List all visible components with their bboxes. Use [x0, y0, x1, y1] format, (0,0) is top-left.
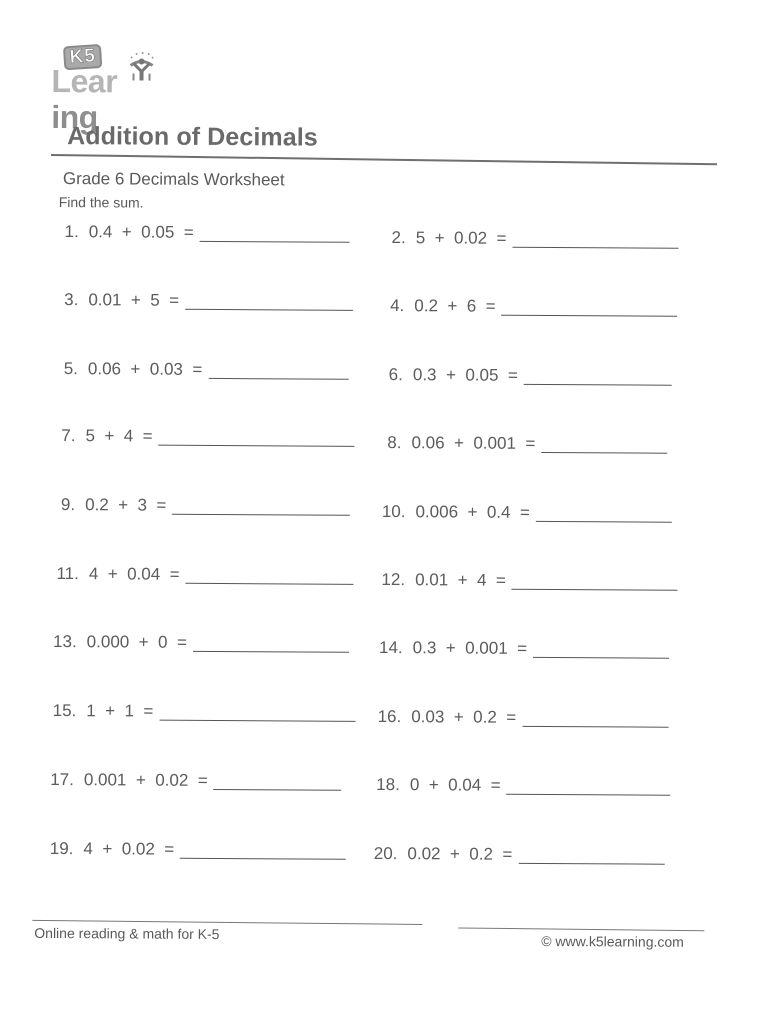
problem-expression: 0.01 + 5 = — [88, 290, 180, 310]
problem-expression: 0.2 + 6 = — [414, 296, 496, 316]
problem-3 — [64, 290, 353, 312]
problem-expression: 0.4 + 0.05 = — [88, 222, 194, 242]
footer-divider-right — [458, 927, 704, 931]
problem-expression: 0.000 + 0 = — [86, 632, 187, 652]
problem-8 — [387, 433, 667, 455]
problem-20 — [374, 844, 665, 866]
problem-5 — [64, 359, 349, 381]
problem-number: 20. — [373, 843, 398, 864]
problem-number: 16. — [377, 706, 402, 727]
problem-expression: 0.02 + 0.2 = — [407, 844, 513, 864]
answer-blank[interactable] — [512, 247, 678, 249]
problem-1 — [65, 222, 350, 244]
problem-expression: 0.01 + 4 = — [415, 570, 506, 590]
problem-expression: 0.006 + 0.4 = — [415, 502, 530, 522]
answer-blank[interactable] — [159, 720, 355, 722]
problem-number: 5. — [63, 359, 78, 379]
problem-number: 17. — [50, 769, 74, 790]
problem-number: 10. — [381, 501, 406, 522]
problem-19 — [50, 839, 347, 861]
title-divider — [51, 154, 717, 165]
problem-expression: 5 + 0.02 = — [415, 228, 507, 248]
problem-number: 2. — [391, 228, 406, 248]
instructions: Find the sum. — [58, 194, 144, 211]
problem-number: 11. — [56, 564, 79, 584]
answer-blank[interactable] — [185, 309, 353, 311]
worksheet-subtitle: Grade 6 Decimals Worksheet — [62, 169, 285, 190]
answer-blank[interactable] — [541, 452, 667, 454]
answer-blank[interactable] — [533, 657, 669, 659]
problem-6 — [389, 365, 672, 387]
footer-tagline: Online reading & math for K-5 — [34, 924, 220, 943]
problem-expression: 0.001 + 0.02 = — [83, 770, 208, 790]
problem-number: 13. — [53, 631, 77, 652]
answer-blank[interactable] — [214, 789, 342, 791]
problem-number: 14. — [378, 637, 403, 658]
problem-number: 3. — [64, 290, 79, 310]
answer-blank[interactable] — [536, 521, 672, 523]
footer-divider-left — [32, 920, 422, 925]
problem-number: 6. — [388, 365, 403, 385]
answer-blank[interactable] — [502, 315, 678, 317]
page-title: Addition of Decimals — [67, 122, 318, 152]
problem-number: 18. — [376, 774, 400, 795]
problem-expression: 4 + 0.02 = — [83, 839, 175, 859]
answer-blank[interactable] — [180, 858, 346, 860]
problem-14 — [379, 638, 669, 660]
answer-blank[interactable] — [524, 384, 672, 386]
footer-copyright: © www.k5learning.com — [541, 932, 684, 950]
problem-11 — [56, 564, 353, 586]
problem-number: 19. — [49, 838, 74, 859]
problem-13 — [53, 632, 349, 654]
problem-expression: 5 + 4 = — [85, 426, 153, 446]
logo-wordmark: Learing — [51, 62, 118, 136]
problem-number: 15. — [52, 700, 77, 721]
k5-learning-logo — [51, 43, 191, 136]
problem-7 — [61, 426, 354, 448]
problem-18 — [376, 775, 671, 797]
answer-blank[interactable] — [159, 445, 355, 447]
answer-blank[interactable] — [208, 378, 348, 380]
problem-expression: 0 + 0.04 = — [409, 775, 501, 795]
answer-blank[interactable] — [512, 589, 678, 591]
problem-number: 4. — [390, 296, 405, 316]
problem-16 — [378, 707, 669, 729]
problem-expression: 1 + 1 = — [86, 701, 154, 721]
problem-9 — [61, 495, 351, 517]
problem-number: 8. — [387, 433, 402, 453]
answer-blank[interactable] — [172, 514, 350, 516]
answer-blank[interactable] — [193, 651, 349, 653]
answer-blank[interactable] — [186, 583, 354, 585]
problem-number: 12. — [381, 569, 406, 590]
answer-blank[interactable] — [518, 863, 664, 865]
problem-expression: 0.3 + 0.05 = — [412, 365, 518, 385]
problem-12 — [381, 570, 678, 592]
answer-blank[interactable] — [522, 726, 668, 728]
problem-17 — [50, 770, 342, 792]
problem-15 — [53, 701, 356, 723]
problem-expression: 0.06 + 0.03 = — [87, 359, 203, 379]
problem-number: 7. — [61, 426, 76, 446]
problem-number: 9. — [60, 495, 76, 515]
answer-blank[interactable] — [200, 241, 350, 243]
answer-blank[interactable] — [507, 794, 671, 796]
problem-expression: 0.3 + 0.001 = — [412, 638, 528, 658]
problem-expression: 4 + 0.04 = — [88, 564, 180, 584]
problem-10 — [382, 502, 672, 524]
problem-4 — [390, 296, 678, 318]
logo-child-figure-icon — [127, 51, 155, 81]
problem-expression: 0.2 + 3 = — [85, 495, 167, 515]
logo-badge: K5 — [63, 44, 103, 70]
problem-expression: 0.03 + 0.2 = — [411, 707, 517, 727]
problem-2 — [391, 228, 678, 250]
problem-expression: 0.06 + 0.001 = — [411, 433, 536, 453]
problem-number: 1. — [64, 222, 79, 242]
